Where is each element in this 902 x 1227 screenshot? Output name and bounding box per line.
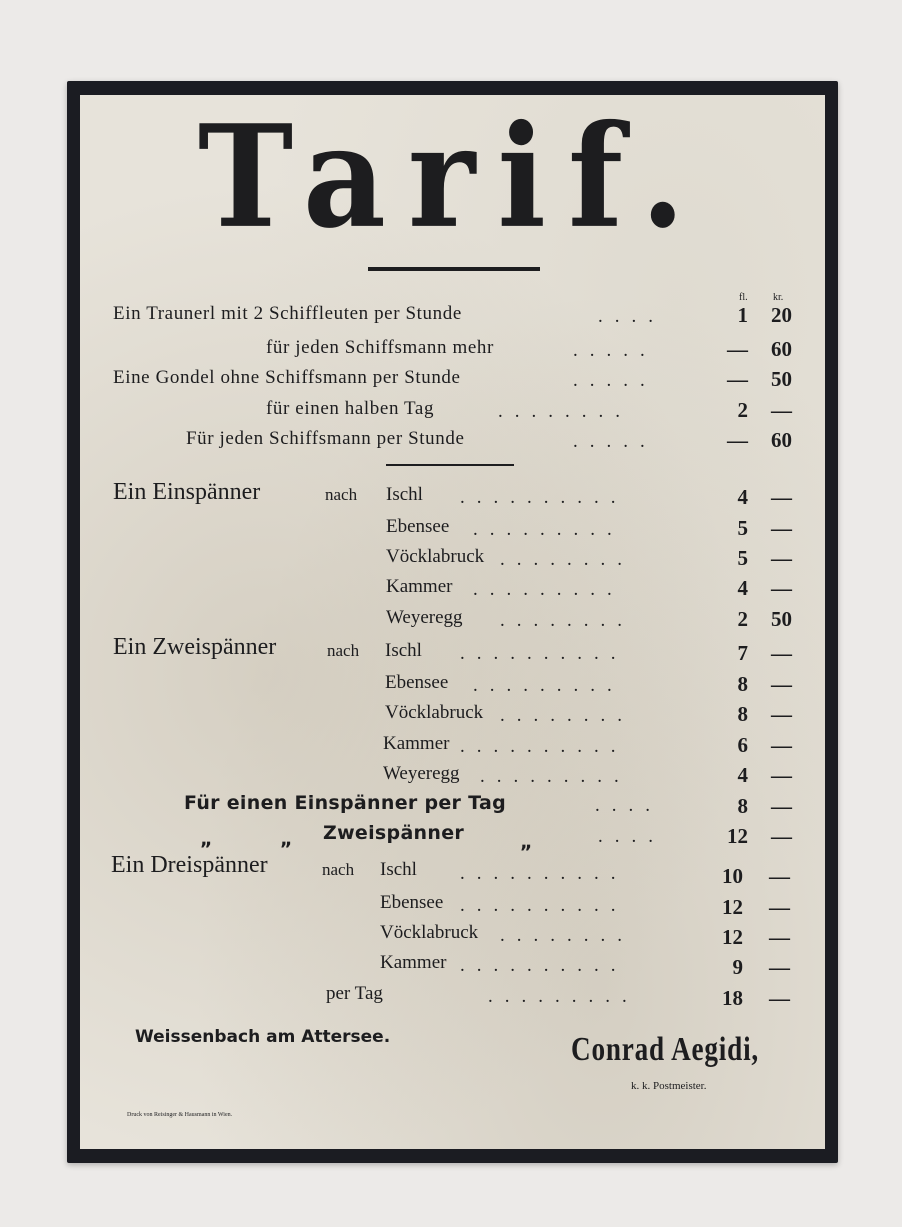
price-fl: 4 bbox=[737, 485, 748, 509]
price-kr: — bbox=[771, 672, 792, 696]
ditto-mark: „ bbox=[520, 831, 533, 853]
price-kr: — bbox=[771, 824, 792, 848]
destination: Kammer bbox=[386, 576, 453, 597]
leader-dots: .......... bbox=[460, 863, 628, 884]
leader-dots: ..... bbox=[573, 431, 657, 452]
price-fl: 4 bbox=[737, 576, 748, 600]
leader-dots: .... bbox=[598, 826, 665, 847]
destination: per Tag bbox=[326, 983, 383, 1004]
price-fl: 9 bbox=[732, 955, 743, 979]
leader-dots: ........ bbox=[500, 549, 634, 570]
price-kr: 60 bbox=[771, 428, 792, 452]
destination: Weyeregg bbox=[386, 607, 463, 628]
poster-paper bbox=[80, 95, 825, 1149]
leader-dots: .... bbox=[595, 795, 662, 816]
destination: Kammer bbox=[380, 952, 447, 973]
price-fl: 7 bbox=[737, 641, 748, 665]
price-fl: 8 bbox=[737, 794, 748, 818]
price-kr: — bbox=[769, 895, 790, 919]
price-kr: — bbox=[771, 576, 792, 600]
price-kr: — bbox=[771, 763, 792, 787]
carriage-label: Ein Dreispänner bbox=[111, 852, 268, 878]
title-rule bbox=[368, 267, 540, 271]
price-fl: 12 bbox=[722, 925, 743, 949]
carriage-label: Ein Zweispänner bbox=[113, 634, 277, 660]
price-kr: — bbox=[771, 546, 792, 570]
price-kr: — bbox=[769, 864, 790, 888]
destination: Ebensee bbox=[380, 892, 444, 913]
leader-dots: .......... bbox=[460, 487, 628, 508]
price-kr: 50 bbox=[771, 607, 792, 631]
leader-dots: ..... bbox=[573, 340, 657, 361]
leader-dots: .......... bbox=[460, 643, 628, 664]
leader-dots: ..... bbox=[573, 370, 657, 391]
destination: Ebensee bbox=[386, 516, 450, 537]
price-fl: 8 bbox=[737, 672, 748, 696]
section-rule bbox=[386, 464, 514, 466]
day-rate-label: Für einen Einspänner per Tag bbox=[184, 792, 506, 814]
price-fl: 6 bbox=[737, 733, 748, 757]
leader-dots: ........ bbox=[498, 401, 632, 422]
leader-dots: ........ bbox=[500, 610, 634, 631]
leader-dots: .......... bbox=[460, 955, 628, 976]
nach-label: nach bbox=[322, 860, 355, 879]
destination: Ischl bbox=[385, 640, 422, 661]
price-fl: — bbox=[727, 337, 748, 361]
place-name: Weissenbach am Attersee. bbox=[135, 1027, 391, 1047]
nach-label: nach bbox=[327, 641, 360, 660]
leader-dots: ......... bbox=[473, 675, 624, 696]
kr-header: kr. bbox=[773, 292, 784, 303]
price-kr: — bbox=[771, 794, 792, 818]
price-fl: 18 bbox=[722, 986, 743, 1010]
price-kr: — bbox=[769, 986, 790, 1010]
carriage-label: Ein Einspänner bbox=[113, 479, 261, 505]
price-kr: — bbox=[771, 733, 792, 757]
leader-dots: .......... bbox=[460, 736, 628, 757]
price-fl: 2 bbox=[737, 607, 748, 631]
leader-dots: ......... bbox=[473, 579, 624, 600]
price-kr: — bbox=[771, 641, 792, 665]
leader-dots: ......... bbox=[473, 519, 624, 540]
printer-imprint: Druck von Reisinger & Hausmann in Wien. bbox=[127, 1112, 233, 1118]
price-fl: 12 bbox=[727, 824, 748, 848]
leader-dots: ........ bbox=[500, 705, 634, 726]
price-fl: 12 bbox=[722, 895, 743, 919]
price-kr: — bbox=[771, 516, 792, 540]
destination: Weyeregg bbox=[383, 763, 460, 784]
price-fl: 4 bbox=[737, 763, 748, 787]
ditto-mark: „ bbox=[280, 828, 293, 850]
leader-dots: .......... bbox=[460, 895, 628, 916]
price-kr: — bbox=[771, 485, 792, 509]
leader-dots: ......... bbox=[480, 766, 631, 787]
boat-label-4: Für jeden Schiffsmann per Stunde bbox=[186, 428, 465, 449]
destination: Vöcklabruck bbox=[386, 546, 485, 567]
price-fl: 10 bbox=[722, 864, 743, 888]
destination: Vöcklabruck bbox=[385, 702, 484, 723]
boat-label-1: für jeden Schiffsmann mehr bbox=[266, 337, 494, 358]
price-fl: 5 bbox=[737, 546, 748, 570]
price-kr: — bbox=[771, 702, 792, 726]
leader-dots: ......... bbox=[488, 986, 639, 1007]
page-title: Tarif. bbox=[197, 95, 708, 260]
nach-label: nach bbox=[325, 485, 358, 504]
price-kr: 50 bbox=[771, 367, 792, 391]
price-kr: — bbox=[771, 398, 792, 422]
destination: Ischl bbox=[380, 859, 417, 880]
price-fl: 8 bbox=[737, 702, 748, 726]
destination: Vöcklabruck bbox=[380, 922, 479, 943]
boat-label-3: für einen halben Tag bbox=[266, 398, 435, 419]
price-fl: 5 bbox=[737, 516, 748, 540]
price-fl: — bbox=[727, 367, 748, 391]
signature: Conrad Aegidi, bbox=[571, 1031, 760, 1068]
ditto-mark: „ bbox=[200, 828, 213, 850]
leader-dots: .... bbox=[598, 306, 665, 327]
leader-dots: ........ bbox=[500, 925, 634, 946]
destination: Ebensee bbox=[385, 672, 449, 693]
price-kr: 20 bbox=[771, 303, 792, 327]
destination: Kammer bbox=[383, 733, 450, 754]
boat-label-2: Eine Gondel ohne Schiffsmann per Stunde bbox=[113, 367, 461, 388]
price-kr: 60 bbox=[771, 337, 792, 361]
boat-label-0: Ein Traunerl mit 2 Schiffleuten per Stunde bbox=[113, 303, 462, 324]
day-rate-label: Zweispänner bbox=[323, 822, 465, 844]
destination: Ischl bbox=[386, 484, 423, 505]
price-fl: 2 bbox=[737, 398, 748, 422]
signatory-title: k. k. Postmeister. bbox=[631, 1080, 707, 1092]
price-kr: — bbox=[769, 955, 790, 979]
price-fl: — bbox=[727, 428, 748, 452]
price-kr: — bbox=[769, 925, 790, 949]
price-fl: 1 bbox=[737, 303, 748, 327]
fl-header: fl. bbox=[739, 292, 748, 303]
